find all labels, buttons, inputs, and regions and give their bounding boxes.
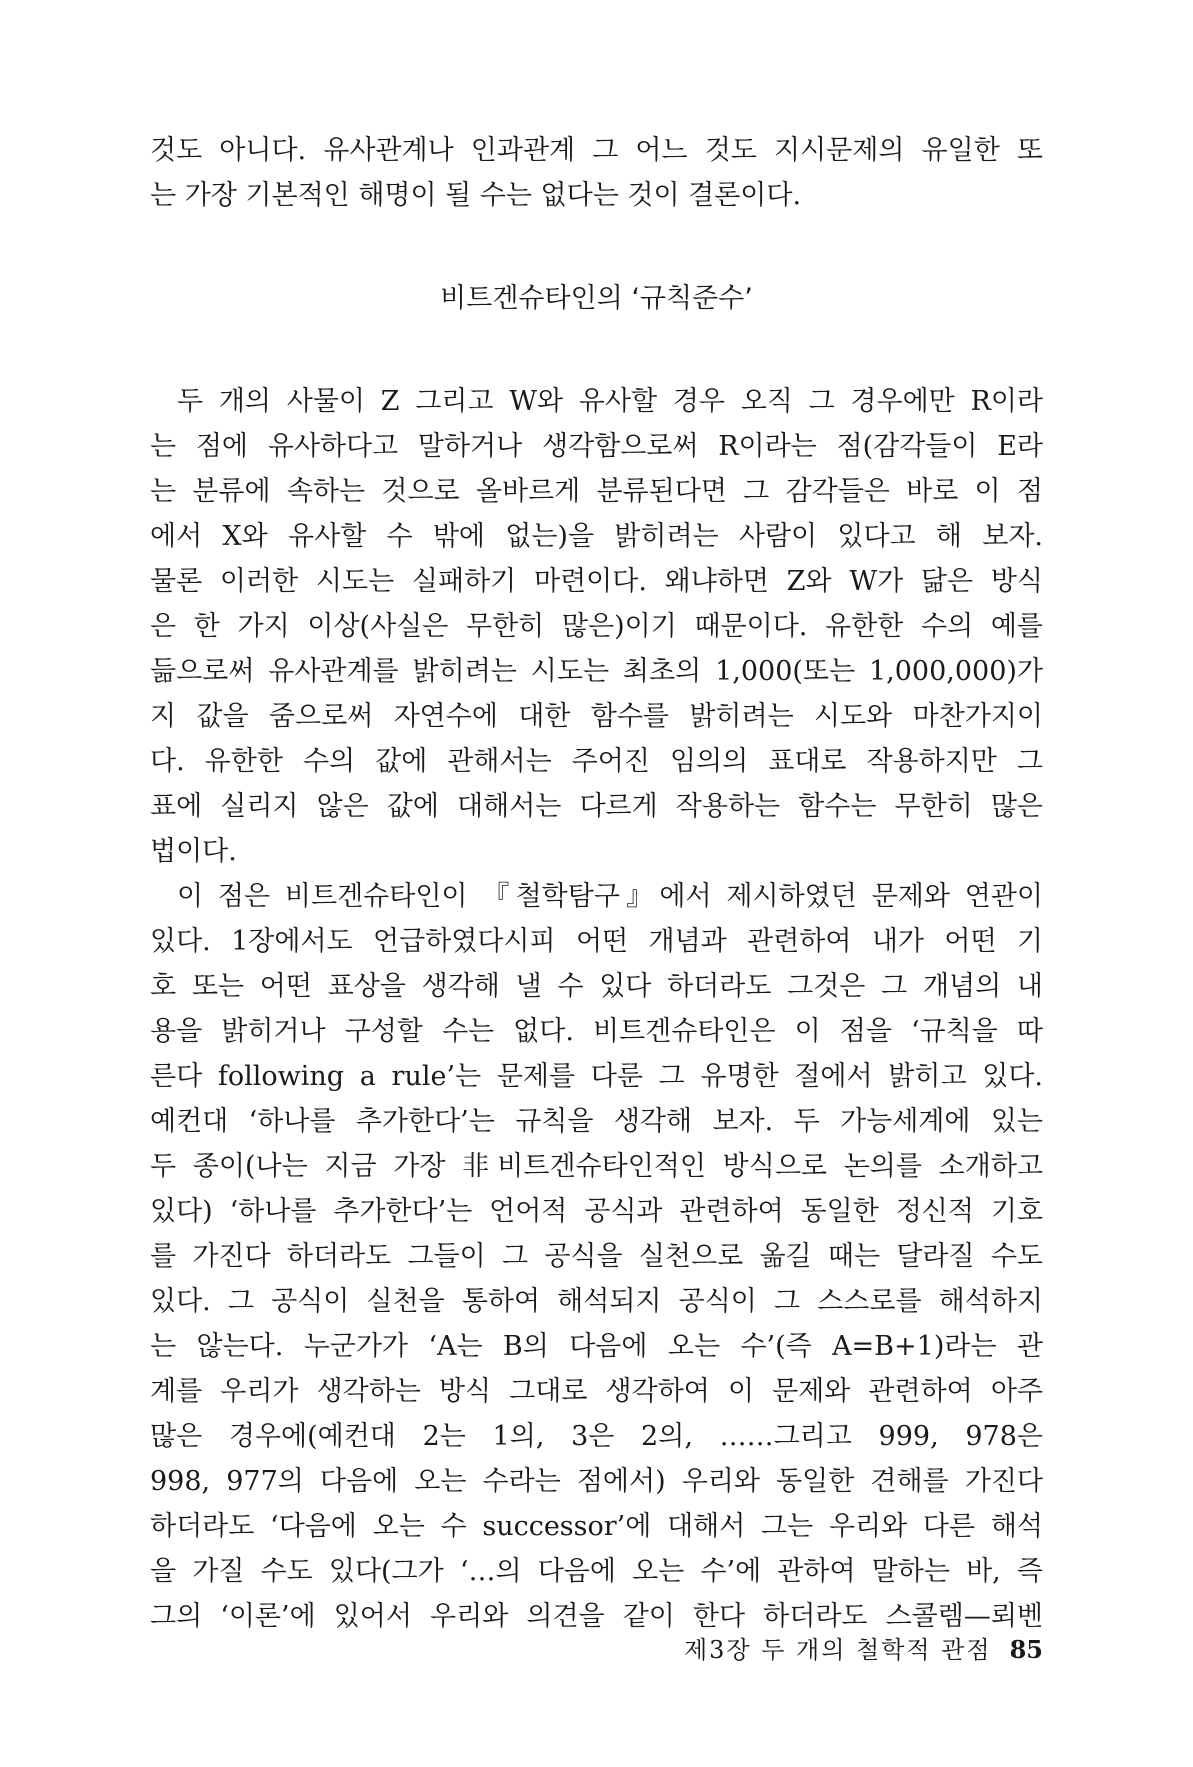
text-line: 계를 우리가 생각하는 방식 그대로 생각하여 이 문제와 관련하여 아주 <box>150 1376 1043 1407</box>
text-line: 있다) ‘하나를 추가한다’는 언어적 공식과 관련하여 동일한 정신적 기호 <box>150 1196 1043 1227</box>
text-line: 은 한 가지 이상(사실은 무한히 많은)이기 때문이다. 유한한 수의 예를 <box>150 611 1043 642</box>
page-number: 85 <box>1009 1635 1043 1664</box>
text-line: 른다 following a rule’는 문제를 다룬 그 유명한 절에서 밝히고 있다. <box>150 1061 1043 1092</box>
page-footer <box>684 1630 1043 1670</box>
page-body <box>150 128 1043 1639</box>
text-line: 예컨대 ‘하나를 추가한다’는 규칙을 생각해 보자. 두 가능세계에 있는 <box>150 1106 1043 1137</box>
text-line: 는 가장 기본적인 해명이 될 수는 없다는 것이 결론이다. <box>150 180 802 211</box>
text-line: 표에 실리지 않은 값에 대해서는 다르게 작용하는 함수는 무한히 많은 <box>150 791 1043 822</box>
text-line: 호 또는 어떤 표상을 생각해 낼 수 있다 하더라도 그것은 그 개념의 내 <box>150 971 1043 1002</box>
text-line: 에서 X와 유사할 수 밖에 없는)을 밝히려는 사람이 있다고 해 보자. <box>150 521 1043 552</box>
text-line: 두 개의 사물이 Z 그리고 W와 유사할 경우 오직 그 경우에만 R이라 <box>177 386 1043 417</box>
intro-paragraph <box>150 128 1043 218</box>
paragraph-1 <box>150 379 1043 874</box>
text-line: 지 값을 줌으로써 자연수에 대한 함수를 밝히려는 시도와 마찬가지이 <box>150 701 1043 732</box>
text-line: 다. 유한한 수의 값에 관해서는 주어진 임의의 표대로 작용하지만 그 <box>150 746 1043 777</box>
text-line: 많은 경우에(예컨대 2는 1의, 3은 2의, ……그리고 999, 978은 <box>150 1421 1043 1452</box>
text-line: 이 점은 비트겐슈타인이 『철학탐구』에서 제시하였던 문제와 연관이 <box>177 881 1043 912</box>
text-line: 것도 아니다. 유사관계나 인과관계 그 어느 것도 지시문제의 유일한 또 <box>150 135 1043 166</box>
text-line: 법이다. <box>150 836 237 867</box>
text-line: 는 않는다. 누군가가 ‘A는 B의 다음에 오는 수’(즉 A=B+1)라는 관 <box>150 1331 1043 1362</box>
text-line: 는 점에 유사하다고 말하거나 생각함으로써 R이라는 점(감각들이 E라 <box>150 431 1043 462</box>
text-line: 듦으로써 유사관계를 밝히려는 시도는 최초의 1,000(또는 1,000,000)가 <box>150 656 1043 687</box>
text-line: 는 분류에 속하는 것으로 올바르게 분류된다면 그 감각들은 바로 이 점 <box>150 476 1043 507</box>
text-line: 있다. 1장에서도 언급하였다시피 어떤 개념과 관련하여 내가 어떤 기 <box>150 926 1043 957</box>
text-line: 용을 밝히거나 구성할 수는 없다. 비트겐슈타인은 이 점을 ‘규칙을 따 <box>150 1016 1043 1047</box>
section-title: 비트겐슈타인의 ‘규칙준수’ <box>440 283 753 314</box>
text-line: 있다. 그 공식이 실천을 통하여 해석되지 공식이 그 스스로를 해석하지 <box>150 1286 1043 1317</box>
text-line: 998, 977의 다음에 오는 수라는 점에서) 우리와 동일한 견해를 가진다 <box>150 1466 1043 1497</box>
chapter-title: 제3장 두 개의 철학적 관점 <box>683 1636 992 1664</box>
text-line: 그의 ‘이론’에 있어서 우리와 의견을 같이 한다 하더라도 스콜렘—뢰벤 <box>150 1601 1043 1632</box>
paragraph-2 <box>150 874 1043 1639</box>
text-line: 을 가질 수도 있다(그가 ‘…의 다음에 오는 수’에 관하여 말하는 바, 즉 <box>150 1556 1043 1587</box>
text-line: 하더라도 ‘다음에 오는 수 successor’에 대해서 그는 우리와 다른 해석 <box>150 1511 1043 1542</box>
text-line: 물론 이러한 시도는 실패하기 마련이다. 왜냐하면 Z와 W가 닮은 방식 <box>150 566 1043 597</box>
text-line: 를 가진다 하더라도 그들이 그 공식을 실천으로 옮길 때는 달라질 수도 <box>150 1241 1043 1272</box>
text-line: 두 종이(나는 지금 가장 非비트겐슈타인적인 방식으로 논의를 소개하고 <box>150 1151 1043 1182</box>
